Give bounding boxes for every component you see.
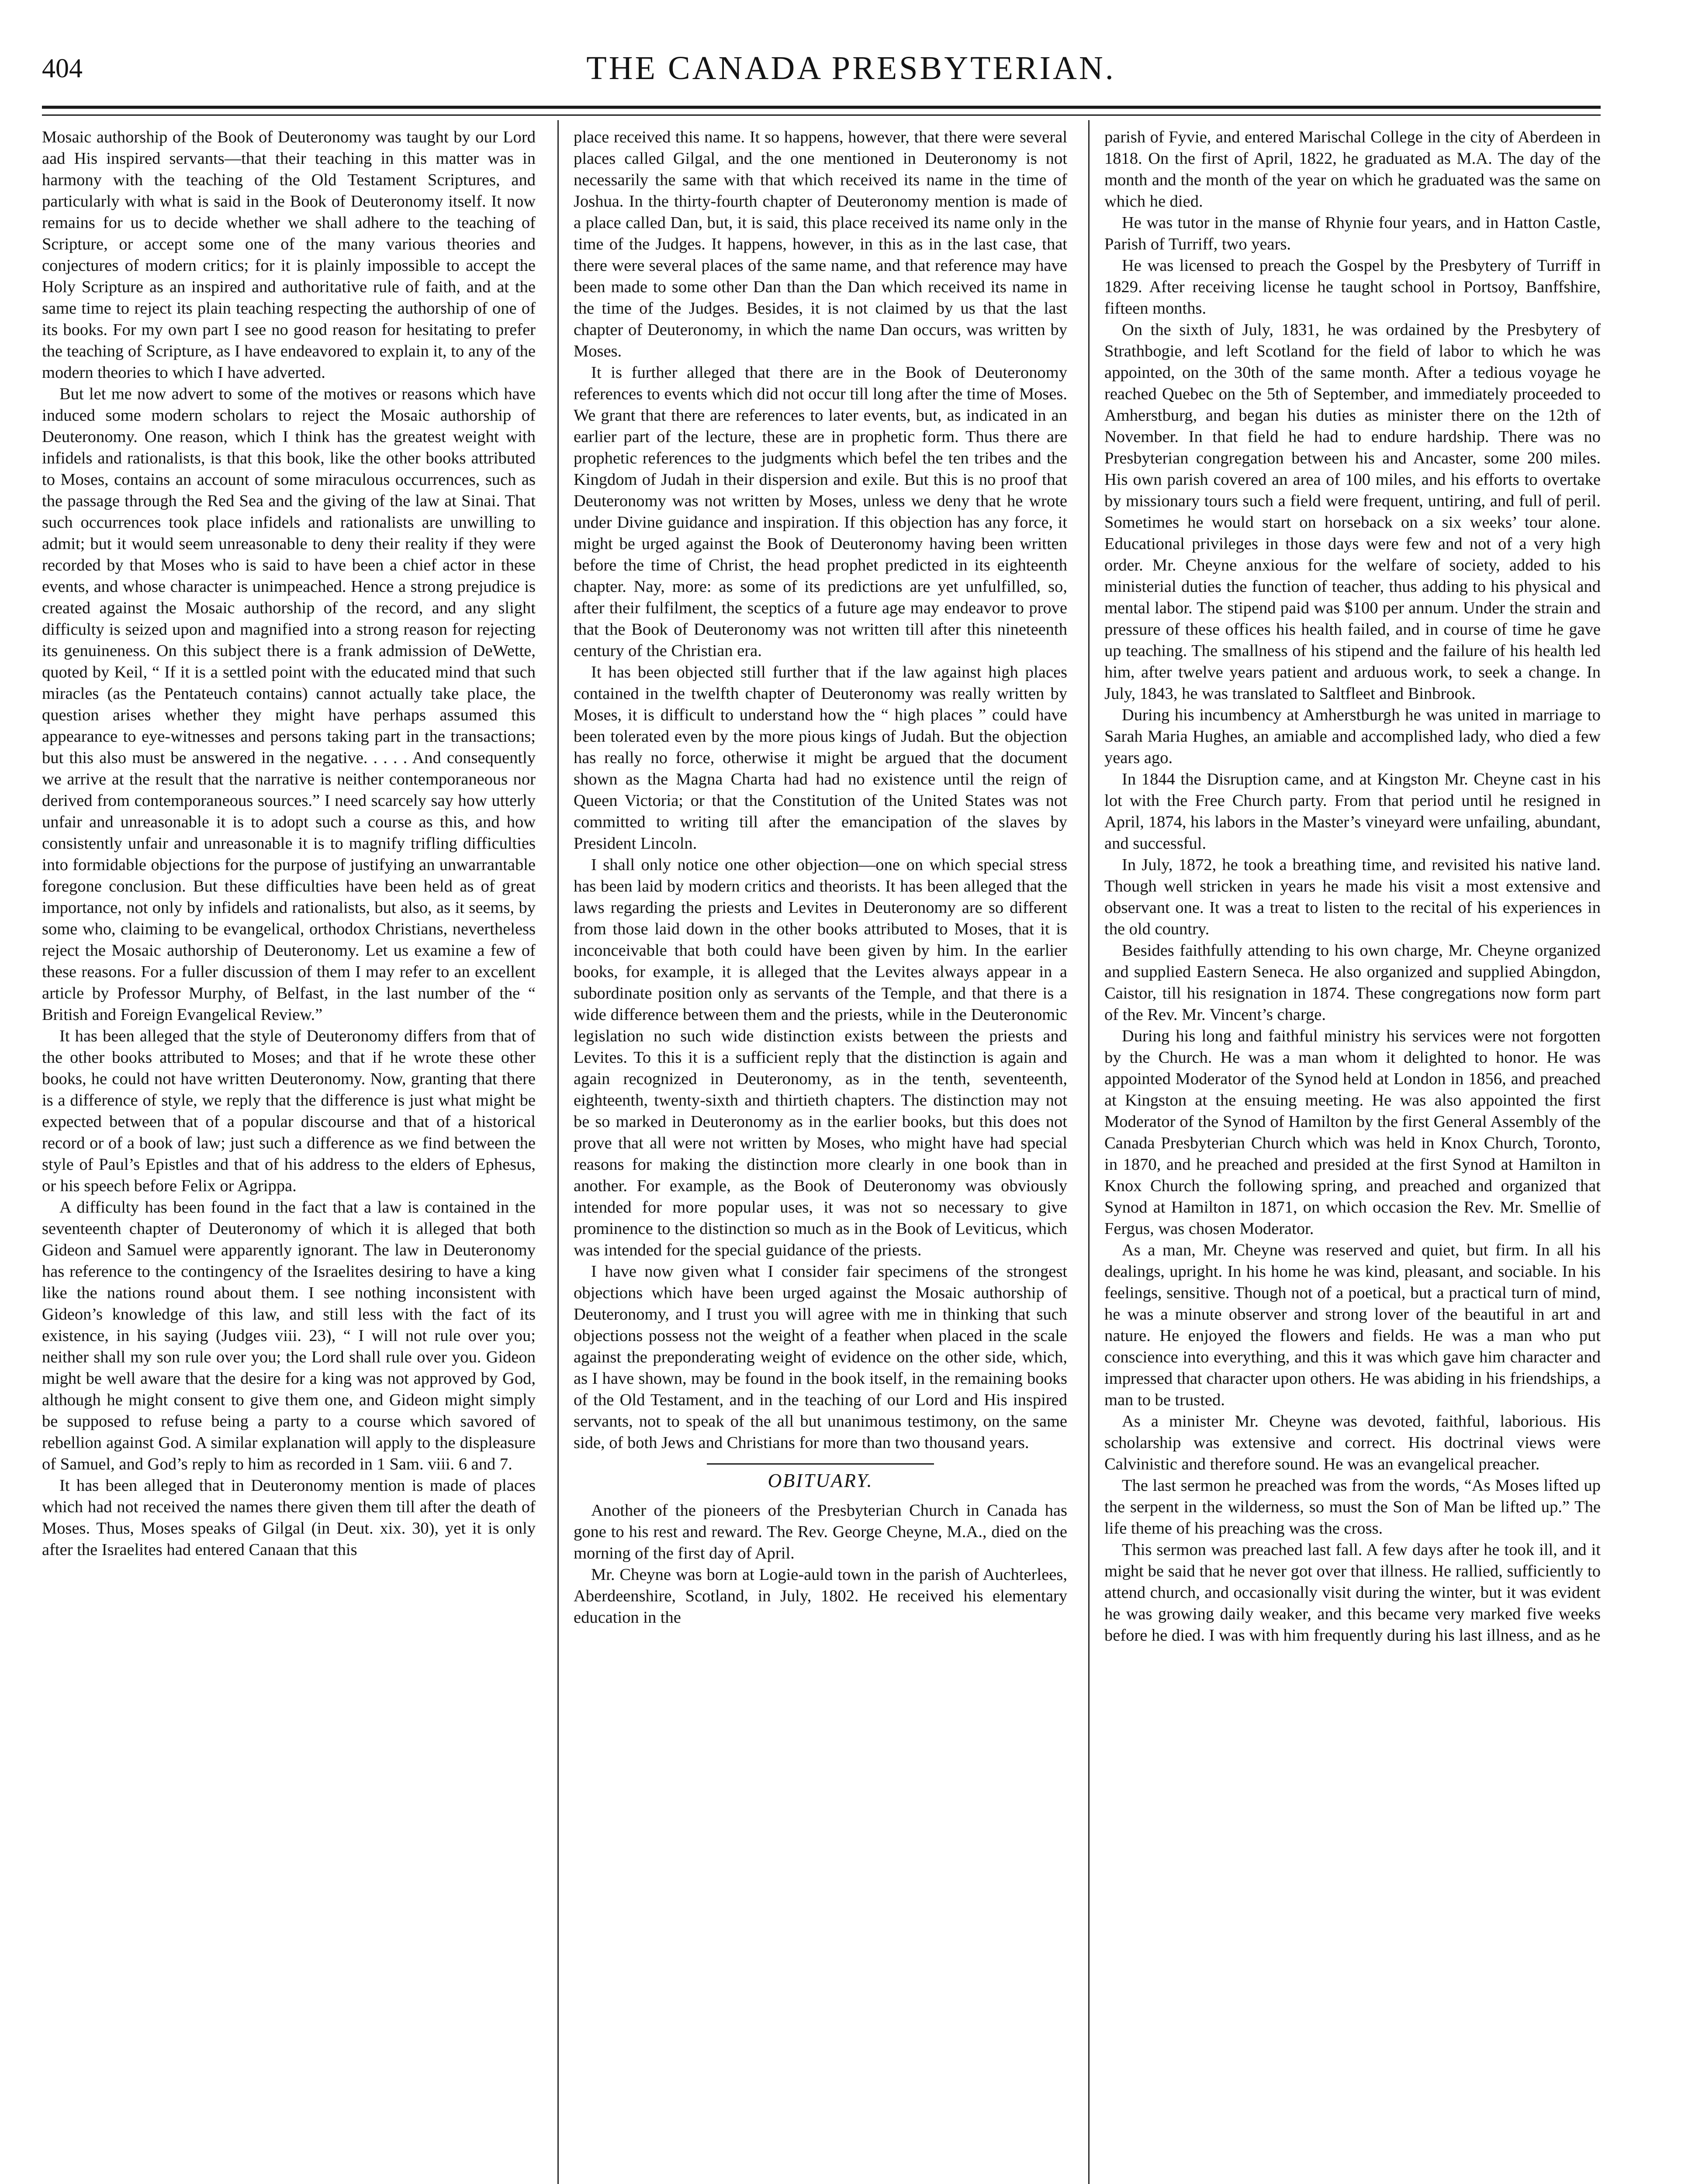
paragraph: In July, 1872, he took a breathing time, and revisited his native land. Though well stricken in years he made his visit a most extensive and observant one. It was a treat to listen to the recital of his experiences in the old country. <box>1104 856 1601 938</box>
paragraph: During his long and faithful ministry his services were not forgotten by the Church. He was a man whom it delighted to honor. He was appointed Moderator of the Synod held at London in 1856, and preached at Kingston at the ensuing meeting. He was also appointed the first Moderator of the Synod of Hamilton by the first General Assembly of the Canada Presbyterian Church which was held in Knox Church, Toronto, in 1870, and he preached and presided at the first Synod at Hamilton in Knox Church the following spring, and preached and organized that Synod at Hamilton in 1871, on which occasion the Rev. Mr. Smellie of Fergus, was chosen Moderator. <box>1104 1027 1601 1238</box>
paragraph: parish of Fyvie, and entered Marischal College in the city of Aberdeen in 1818. On the first of April, 1822, he graduated as M.A. The day of the month and the month of the year on which he graduated was the same on which he died. <box>1104 128 1601 211</box>
page-number: 404 <box>42 54 83 83</box>
paragraph: It has been alleged that in Deuteronomy mention is made of places which had not received the names there given them till after the death of Moses. Thus, Moses speaks of Gilgal (in Deut. xix. 30), yet it is only after the Israelites had entered Canaan that this <box>42 1476 536 1559</box>
article-column-2 <box>574 127 1067 2184</box>
paragraph: This sermon was preached last fall. A few days after he took ill, and it might be said that he never got over that illness. He rallied, sufficiently to attend church, and occasionally visit during the winter, but it was evident he was growing daily weaker, and this became very marked five weeks before he died. I was with him frequently during his last illness, and as he <box>1104 1541 1601 1645</box>
paragraph: place received this name. It so happens, however, that there were several places called Gilgal, and the one mentioned in Deuteronomy is not necessarily the same with that which received its name in the time of Joshua. In the thirty-fourth chapter of Deuteronomy mention is made of a place called Dan, but, it is said, this place received its name only in the time of the Judges. It happens, however, in this as in the last case, that there were several places of the same name, and that reference may have been made to some other Dan than the Dan which received its name in the time of the Judges. Besides, it is not claimed by us that the last chapter of Deuteronomy, in which the name Dan occurs, was written by Moses. <box>574 128 1067 360</box>
paragraph: I have now given what I consider fair specimens of the strongest objections which have been urged against the Mosaic authorship of Deuteronomy, and I trust you will agree with me in thinking that such objections possess not the weight of a feather when placed in the scale against the preponderating weight of evidence on the other side, which, as I have shown, may be found in the book itself, in the remaining books of the Old Testament, and in the teaching of our Lord and His inspired servants, not to speak of the all but unanimous testimony, on the same side, of both Jews and Christians for more than two thousand years. <box>574 1262 1067 1452</box>
paragraph: Mosaic authorship of the Book of Deuteronomy was taught by our Lord aad His inspired servants—that their teaching in this matter was in harmony with the teaching of the Old Testament Scriptures, and particularly with what is said in the Book of Deuteronomy itself. It now remains for us to decide whether we shall adhere to the teaching of Scripture, or accept some one of the many various theories and conjectures of modern critics; for it is plainly impossible to accept the Holy Scripture as an inspired and authoritative rule of faith, and at the same time to reject its plain teaching respecting the authorship of one of its books. For my own part I see no good reason for hesitating to prefer the teaching of Scripture, as I have endeavored to explain it, to any of the modern theories to which I have adverted. <box>42 128 536 382</box>
paragraph: The last sermon he preached was from the words, “As Moses lifted up the serpent in the wilderness, so must the Son of Man be lifted up.” The life theme of his preaching was the cross. <box>1104 1476 1601 1538</box>
column-divider <box>557 120 559 2184</box>
article-column-1 <box>42 127 536 2184</box>
paragraph: Besides faithfully attending to his own charge, Mr. Cheyne organized and supplied Eastern Seneca. He also organized and supplied Abingdon, Caistor, till his resignation in 1874. These congregations now form part of the Rev. Mr. Vincent’s charge. <box>1104 941 1601 1024</box>
paragraph: Another of the pioneers of the Presbyterian Church in Canada has gone to his rest and reward. The Rev. George Cheyne, M.A., died on the morning of the first day of April. <box>574 1501 1067 1562</box>
column-divider <box>1088 120 1090 2184</box>
paragraph: He was tutor in the manse of Rhynie four years, and in Hatton Castle, Parish of Turriff, two years. <box>1104 214 1601 253</box>
paragraph: It is further alleged that there are in the Book of Deuteronomy references to events which did not occur till long after the time of Moses. We grant that there are references to later events, but, as indicated in an earlier part of the lecture, these are in prophetic form. Thus there are prophetic references to the judgments which befel the ten tribes and the Kingdom of Judah in their dispersion and exile. But this is no proof that Deuteronomy was not written by Moses, unless we deny that he wrote under Divine guidance and inspiration. If this objection has any force, it might be urged against the Book of Deuteronomy having been written before the time of Christ, the head prophet predicted in its eighteenth chapter. Nay, more: as some of its predictions are yet unfulfilled, so, after their fulfilment, the sceptics of a future age may endeavor to prove that the Book of Deuteronomy was not written till after this nineteenth century of the Christian era. <box>574 363 1067 660</box>
paragraph: I shall only notice one other objection—one on which special stress has been laid by modern critics and theorists. It has been alleged that the laws regarding the priests and Levites in Deuteronomy are so different from those laid down in the other books attributed to Moses, that it is inconceivable that both could have been given by him. In the earlier books, for example, it is alleged that the Levites always appear in a subordinate position only as servants of the Temple, and that there is a wide difference between them and the priests, while in the Deuteronomic legislation no such wide distinction exists between the priests and Levites. To this it is a sufficient reply that the distinction is again and again recognized in Deuteronomy, as in the tenth, seventeenth, eighteenth, twenty-sixth and thirtieth chapters. The distinction may not be so marked in Deuteronomy as in the earlier books, but this does not prove that all were not written by Moses, who might have had special reasons for making the distinction more clearly in one book than in another. For example, as the Book of Deuteronomy was obviously intended for more popular uses, it was not so necessary to give prominence to the distinction so much as in the Book of Leviticus, which was intended for the special guidance of the priests. <box>574 856 1067 1259</box>
masthead-rule-thin <box>42 114 1601 116</box>
paragraph: Mr. Cheyne was born at Logie-auld town in the parish of Auchterlees, Aberdeenshire, Scotland, in July, 1802. He received his elementary education in the <box>574 1565 1067 1627</box>
paragraph: It has been alleged that the style of Deuteronomy differs from that of the other books attributed to Moses; and that if he wrote these other books, he could not have written Deuteronomy. Now, granting that there is a difference of style, we reply that the difference is just what might be expected between that of a popular discourse and that of a historical record or of a book of law; just such a difference as we find between the style of Paul’s Epistles and that of his address to the elders of Ephesus, or his speech before Felix or Agrippa. <box>42 1027 536 1195</box>
paragraph: It has been objected still further that if the law against high places contained in the twelfth chapter of Deuteronomy was really written by Moses, it is difficult to understand how the “ high places ” could have been tolerated even by the more pious kings of Judah. But the objection has really no force, otherwise it might be argued that the document shown as the Magna Charta had had no existence until the reign of Queen Victoria; or that the Constitution of the United States was not committed to writing till after the emancipation of the slaves by President Lincoln. <box>574 663 1067 853</box>
paragraph: During his incumbency at Amherstburgh he was united in marriage to Sarah Maria Hughes, an amiable and accomplished lady, who died a few years ago. <box>1104 706 1601 767</box>
masthead-title: THE CANADA PRESBYTERIAN. <box>586 50 1116 86</box>
paragraph: He was licensed to preach the Gospel by the Presbytery of Turriff in 1829. After receiving license he taught school in Portsoy, Banffshire, fifteen months. <box>1104 256 1601 318</box>
paragraph: As a minister Mr. Cheyne was devoted, faithful, laborious. His scholarship was extensive and correct. His doctrinal views were Calvinistic and therefore sound. He was an evangelical preacher. <box>1104 1412 1601 1473</box>
paragraph: In 1844 the Disruption came, and at Kingston Mr. Cheyne cast in his lot with the Free Church party. From that period until he resigned in April, 1874, his labors in the Master’s vineyard were unfailing, abundant, and successful. <box>1104 770 1601 853</box>
paragraph: A difficulty has been found in the fact that a law is contained in the seventeenth chapter of Deuteronomy of which it is alleged that both Gideon and Samuel were apparently ignorant. The law in Deuteronomy has reference to the contingency of the Israelites desiring to have a king like the nations round about them. I see nothing inconsistent with Gideon’s knowledge of this law, and still less with the fact of its existence, in his saying (Judges viii. 23), “ I will not rule over you; neither shall my son rule over you; the Lord shall rule over you. Gideon might be well aware that the desire for a king was not approved by God, although he might consent to give them one, and Gideon might simply be supposed to refuse being a party to a course which savored of rebellion against God. A similar explanation will apply to the displeasure of Samuel, and God’s reply to him as recorded in 1 Sam. viii. 6 and 7. <box>42 1198 536 1473</box>
paragraph: But let me now advert to some of the motives or reasons which have induced some modern scholars to reject the Mosaic authorship of Deuteronomy. One reason, which I think has the greatest weight with infidels and rationalists, is that this book, like the other books attributed to Moses, contains an account of some miraculous occurrences, such as the passage through the Red Sea and the giving of the law at Sinai. That such occurrences took place infidels and rationalists are unwilling to admit; but it would seem unreasonable to deny their reality if they were recorded by that Moses who is said to have been a chief actor in these events, and whose character is unimpeached. Hence a strong prejudice is created against the Mosaic authorship of the record, and any slight difficulty is seized upon and magnified into a strong reason for rejecting its genuineness. On this subject there is a frank admission of DeWette, quoted by Keil, “ If it is a settled point with the educated mind that such miracles (as the Pentateuch contains) cannot actually take place, the question arises whether they might have perhaps assumed this appearance to eye-witnesses and persons taking part in the transactions; but this also must be answered in the negative. . . . . And consequently we arrive at the result that the narrative is neither contemporaneous nor derived from contemporaneous sources.” I need scarcely say how utterly unfair and unreasonable it is to adopt such a course as this, and how consistently unfair and unreasonable it is to magnify trifling difficulties into formidable objections for the purpose of justifying an unwarrantable foregone conclusion. But these difficulties have been held as of great importance, not only by infidels and rationalists, but also, as it seems, by some who, claiming to be evangelical, orthodox Christians, nevertheless reject the Mosaic authorship of Deuteronomy. Let us examine a few of these reasons. For a fuller discussion of them I may refer to an excellent article by Professor Murphy, of Belfast, in the last number of the “ British and Foreign Evangelical Review.” <box>42 385 536 1024</box>
article-column-3 <box>1104 127 1601 2184</box>
paragraph: On the sixth of July, 1831, he was ordained by the Presbytery of Strathbogie, and left Scotland for the field of labor to which he was appointed, on the 30th of the same month. After a tedious voyage he reached Quebec on the 5th of September, and immediately proceeded to Amherstburg, and began his duties as minister there on the 12th of November. In that field he had to endure hardship. There was no Presbyterian congregation between his and Ancaster, some 200 miles. His own parish covered an area of 100 miles, and his efforts to overtake by missionary tours such a field were frequent, untiring, and full of peril. Sometimes he would start on horseback on a six weeks’ tour alone. Educational privileges in those days were few and not of a very high order. Mr. Cheyne anxious for the welfare of society, added to his ministerial duties the function of teacher, thus adding to his physical and mental labor. The stipend paid was $100 per annum. Under the strain and pressure of these offices his health failed, and in course of time he gave up teaching. The smallness of his stipend and the failure of his health led him, after twelve years patient and arduous work, to seek a change. In July, 1843, he was translated to Saltfleet and Binbrook. <box>1104 321 1601 703</box>
section-rule <box>707 1463 934 1465</box>
masthead-rule-thick <box>42 106 1601 109</box>
obituary-heading: OBITUARY. <box>768 1470 873 1491</box>
paragraph: As a man, Mr. Cheyne was reserved and quiet, but firm. In all his dealings, upright. In his home he was kind, pleasant, and sociable. In his feelings, sensitive. Though not of a poetical, but a practical turn of mind, he was a minute observer and strong lover of the beautiful in art and nature. He enjoyed the flowers and fields. He was a man who put conscience into everything, and this it was which gave him character and impressed that character upon others. He was abiding in his friendships, a man to be trusted. <box>1104 1241 1601 1409</box>
